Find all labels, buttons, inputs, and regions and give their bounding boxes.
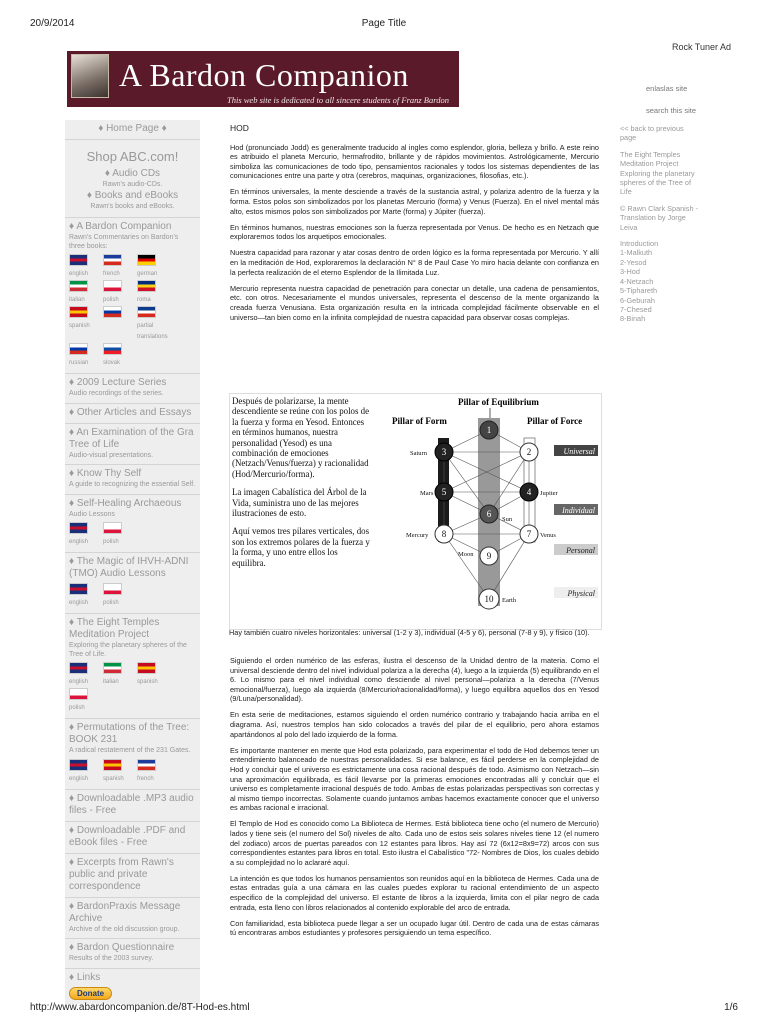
flag-icon (69, 662, 88, 674)
sidebar-item-books[interactable]: ♦ Books and eBooks (86, 189, 179, 201)
print-header (30, 18, 738, 32)
flag-label: slovak (103, 360, 121, 366)
sidebar-item-other[interactable]: ♦ Other Articles and Essays (69, 406, 192, 418)
figure-paragraph: Aquí vemos tres pilares verticales, dos son los extremos polares de la fuerza y la forma, y uno entre ellos los equilibra. (232, 526, 370, 568)
figure-text (232, 396, 372, 576)
language-flag[interactable] (103, 583, 137, 607)
tree-of-life-figure (229, 393, 602, 630)
paragraph: Hod (pronunciado Jodd) es generalmente traducido al ingles como esplendor, gloria, belleza y brillo. A este reino es atribuido el planeta Mercurio, hermafrodito, brillante y de rápidos movimientos. Astrológicamente, Mercurio simboliza las comunicaciones de todo tipo, pensamientos racionales y todos los sistemas dependientes de las comunicaciones entre una parte y otra (cerebros, maquinas, organizaciones, filosofias, etc.). (230, 142, 599, 181)
language-flag[interactable] (137, 254, 171, 278)
sephira-8-number: 8 (441, 529, 447, 539)
flag-icon (69, 522, 88, 534)
print-url: http://www.abardoncompanion.de/8T-Hod-es.html (30, 1002, 250, 1013)
flag-label: english (69, 539, 89, 545)
sidebar-temples[interactable] (65, 613, 200, 718)
flag-icon (69, 254, 88, 266)
site-title: A Bardon Companion (119, 57, 409, 93)
sidebar-item-healing-desc: Audio Lessons (69, 510, 115, 518)
language-flag[interactable] (69, 662, 103, 686)
flag-icon (103, 306, 122, 318)
sephira-10-number: 10 (484, 594, 494, 604)
language-flag[interactable] (103, 343, 137, 367)
sidebar-quest[interactable] (65, 938, 200, 968)
toc-item[interactable]: 2-Yesod (620, 257, 647, 267)
sidebar-item-mp3[interactable]: ♦ Downloadable .MP3 audio files - Free (69, 792, 194, 816)
sidebar-item-lecture-desc: Audio recordings of the series. (69, 390, 164, 397)
site-subtitle: This web site is dedicated to all sincere students of Franz Bardon (226, 95, 449, 105)
sidebar-companion[interactable] (65, 217, 200, 373)
language-flag[interactable] (103, 662, 137, 686)
paragraph: En términos universales, la mente desciende a través de la sustancia astral, y polariza adentro de la fuerza y la forma. Estos polos son simbolizados por los planetas Mercurio (forma) y Venus (Fuerza). En el nivel mental más alto, estos mismos polos son simbolizados por Marte (forma) y Júpiter (fuerza). (230, 187, 599, 216)
level-universal: Universal (563, 447, 595, 456)
print-footer (30, 1002, 738, 1016)
sidebar-item-temples-desc: Exploring the planetary spheres of the Tree of Life. (69, 642, 187, 658)
sidebar-exam[interactable] (65, 423, 200, 465)
flag-label: spanish (103, 775, 124, 782)
author-portrait (71, 54, 109, 98)
label-mars: Mars (420, 490, 434, 497)
flag-label: english (69, 775, 89, 782)
flag-icon (137, 254, 156, 266)
flag-label: italian (69, 297, 85, 303)
sidebar-links[interactable] (65, 968, 200, 1004)
sephira-2-number: 2 (526, 447, 532, 457)
sidebar-excerpts[interactable] (65, 853, 200, 897)
toc-item[interactable]: 1-Malkuth (620, 248, 653, 258)
flag-label: polish (103, 539, 119, 545)
paragraph: En esta serie de meditaciones, estamos siguiendo el orden numérico contrario y trabajando hacia arriba en el diagrama. Así, nuestros templos han sido colocados a través del pilar de el equilibrio, pero ahora estamos apartándonos al polo del lado izquierdo de la forma. (230, 710, 599, 739)
language-flag[interactable] (137, 759, 171, 783)
sidebar-item-books-desc: Rawn's books and eBooks. (90, 202, 175, 210)
paragraph: El Templo de Hod es conocido como La Biblioteca de Hermes. Está biblioteca tiene ocho (el numero de Mercurio) lados y tiene seis (el numero del Sol) niveles de alto. Cada uno de estos seis solares niveles tiene 12 (el numero del zodiaco) arcos de puertas pareados con 12 estantes para libros. Hay así 72 (6x12=8x9=72) arcos con sus correspondientes estantes para libros en total. Esto ilustra el Cabalístico "72- Nombres de Dios, los cuales debido a su complejidad no lo aclararé aquí. (230, 819, 599, 867)
toc-item[interactable]: 3-Hod (620, 267, 640, 277)
sidebar-item-companion-desc: Rawn's Commentaries on Bardon's three books: (69, 234, 179, 250)
sephira-1-number: 1 (486, 425, 492, 435)
search-link[interactable]: search this site (646, 106, 697, 115)
language-flag[interactable] (103, 522, 137, 546)
sidebar-home[interactable]: ♦ Home Page ♦ (98, 123, 167, 134)
toc-item[interactable]: 5-Tiphareth (620, 286, 658, 296)
sephira-5-number: 5 (441, 487, 447, 497)
figure-caption: Hay también cuatro niveles horizontales: universal (1-2 y 3), individual (4-5 y 6), personal (7-8 y 9), y físico (10). (229, 628, 590, 637)
sidebar-lecture[interactable] (65, 373, 200, 403)
print-page-number: 1/6 (724, 1002, 738, 1013)
flag-label: roma (137, 297, 151, 303)
flag-icon (69, 688, 88, 700)
flag-icon (137, 306, 156, 318)
sidebar-item-magic[interactable]: ♦ The Magic of IHVH-ADNI (TMO) Audio Lessons (69, 556, 189, 579)
toc-item[interactable]: Introduction (620, 239, 659, 249)
sidebar-item-audio[interactable]: ♦ Audio CDs (104, 168, 161, 179)
sidebar-item-excerpts[interactable]: ♦ Excerpts from Rawn's public and private correspondence (69, 856, 174, 892)
level-physical: Physical (567, 589, 595, 598)
language-flag[interactable] (69, 759, 103, 783)
sidebar-pdf[interactable] (65, 821, 200, 853)
label-saturn: Saturn (410, 450, 427, 457)
flag-label: polish (103, 297, 119, 303)
flag-icon (103, 662, 122, 674)
companion-flags (69, 254, 196, 369)
flag-label: french (137, 775, 154, 782)
flag-icon (69, 306, 88, 318)
label-sun: Sun (502, 516, 513, 523)
toc-list (620, 239, 700, 324)
flag-label: polish (69, 705, 85, 711)
flag-icon (69, 343, 88, 355)
language-flag[interactable] (69, 688, 103, 712)
flag-label: polish (103, 600, 119, 606)
sephira-7-number: 7 (526, 529, 532, 539)
sidebar-item-praxis-desc: Archive of the old discussion group. (69, 925, 180, 933)
main-content (230, 124, 599, 329)
language-flag[interactable] (69, 583, 103, 607)
sidebar-item-know[interactable]: ♦ Know Thy Self (69, 468, 142, 479)
magic-flags (69, 583, 196, 609)
sidebar-item-links[interactable]: ♦ Links (69, 971, 101, 983)
sidebar-item-healing[interactable]: ♦ Self-Healing Archaeous (69, 497, 182, 509)
donate-button[interactable]: Donate (69, 987, 112, 1000)
language-flag[interactable] (69, 522, 103, 546)
sidebar-item-pdf[interactable]: ♦ Downloadable .PDF and eBook files - Free (69, 824, 186, 848)
sephira-3-number: 3 (441, 447, 447, 457)
paragraph: Con familiaridad, esta biblioteca puede llegar a ser un ocupado lugar útil. Dentro de cada una de estas cámaras tú encontraras ambos estudiantes y profesores persiguiendo un tema específico. (230, 918, 599, 938)
tree-of-life-diagram (372, 394, 600, 628)
print-page-title: Page Title (361, 18, 407, 29)
flag-icon (103, 343, 122, 355)
flag-label: italian (103, 679, 119, 685)
sidebar-praxis[interactable] (65, 897, 200, 939)
site-link[interactable]: enlaslas site (646, 84, 688, 93)
level-personal: Personal (566, 546, 595, 555)
flag-icon (137, 662, 156, 674)
perm-flags (69, 759, 196, 785)
pillar-force-label: Pillar of Force (527, 416, 583, 426)
paragraph: Mercurio representa nuestra capacidad de penetración para conectar un detalle, una cadena de pensamientos, etc. con otros. Necesariamente el mundos universales, representa el descenso de la mente organizando la creada fuerza Venusiana. Esta organización resulta en la intricada complejidad fácilmente observable en el universo—tan bien como en la infinita complejidad de nuestra capacidad para observar cosas complejas. (230, 283, 599, 322)
flag-icon (137, 280, 156, 292)
credit-text: © Rawn Clark Spanish - Translation by Jorge Leiva (620, 203, 698, 232)
sidebar-item-companion[interactable]: ♦ A Bardon Companion (69, 221, 172, 232)
label-earth: Earth (502, 597, 517, 604)
language-flag[interactable] (69, 343, 103, 367)
language-flag[interactable] (103, 280, 137, 304)
language-flag[interactable] (69, 280, 103, 304)
flag-icon (103, 522, 122, 534)
sidebar-shop[interactable] (65, 139, 200, 217)
language-flag[interactable] (103, 306, 137, 341)
right-column (620, 124, 700, 324)
flag-label: spanish (69, 323, 90, 329)
sephira-9-number: 9 (486, 551, 492, 561)
page-heading: HOD (230, 123, 249, 133)
flag-icon (137, 759, 156, 771)
paragraph: Es importante mantener en mente que Hod esta polarizado, para experimentar el todo de Hod debemos tener un entendimiento balanceado de nuestras personalidades. Si ese balance, es fácil perderse en la complejidad de Hod y concluir que el universo es estrictamente una cosa racional después de todo. Asimismo con Netzach—sin una aproximación equilibrada, es fácil llevarse por la primeras emociones encontradas allí y concluir que el universo es completamente irracional después de todo. Ambas de estas polarizadas perspectivas son correctas y al mismo tiempo incorrectas. Solamente cuando juntamos ambas hacemos exactamente conocer que el universo es ambas racional e irracional. (230, 745, 599, 813)
temples-flags (69, 662, 196, 714)
print-date: 20/9/2014 (30, 18, 75, 29)
label-jupiter: Jupiter (540, 490, 558, 497)
toc-item[interactable]: 6-Geburah (620, 295, 655, 305)
flag-label: english (69, 679, 89, 685)
sidebar (65, 120, 200, 1004)
sidebar-other[interactable] (65, 403, 200, 423)
flag-icon (103, 254, 122, 266)
flag-label: french (103, 271, 120, 277)
language-flag[interactable] (69, 306, 103, 341)
flag-icon (103, 759, 122, 771)
healing-flags (69, 522, 196, 548)
level-individual: Individual (562, 506, 595, 515)
flag-label: english (69, 600, 89, 606)
language-flag[interactable] (103, 254, 137, 278)
sidebar-item-perm[interactable]: ♦ Permutations of the Tree: BOOK 231 (69, 722, 190, 745)
shop-link[interactable]: Shop ABC.com! (86, 149, 179, 164)
language-flag[interactable] (137, 306, 171, 341)
sidebar-item-audio-desc: Rawn's audio-CDs. (102, 181, 163, 188)
flag-label: german (137, 271, 158, 277)
temples-project-link[interactable]: The Eight Temples Meditation Project Exploring the planetary spheres of the Tree of Life (620, 149, 695, 197)
paragraph: Siguiendo el orden numérico de las esferas, ilustra el descenso de la Unidad dentro de la materia. Como el universal desciende dentro del nivel individual polariza a la derecha (4), luego a la izquierda (5) equilibrando en el 6. Lo mismo para el nivel individual como desciende al nivel personal—polariza a la derecha (7/Venus emocional/fuerza), luego ala izquierda (8/Mercurio/racionalidad/forma), y luego equilibra aquellos dos en Yesod (9/Luna/personalidad). (230, 656, 599, 704)
flag-icon (103, 280, 122, 292)
figure-paragraph: La imagen Cabalística del Árbol de la Vida, suministra uno de las mejores ilustraciones de esto. (232, 487, 367, 519)
right-top-links (646, 78, 696, 122)
flag-label: english (69, 271, 89, 277)
sidebar-item-exam-desc: Audio-visual presentations. (69, 451, 154, 459)
flag-icon (103, 583, 122, 595)
toc-item[interactable]: 7-Chesed (620, 304, 652, 314)
sidebar-healing[interactable] (65, 494, 200, 553)
flag-icon (69, 759, 88, 771)
language-flag[interactable] (69, 254, 103, 278)
figure-paragraph: Después de polarizarse, la mente descendiente se reúne con los polos de la fuerza y forma en Yesod. Entonces en términos humanos, nuestra personalidad (Yesod) es una combinación de emociones (Netzach/Venus/fuerza) y racionalidad (Hod/Mercurio/forma). (232, 396, 370, 479)
ad-label[interactable]: Rock Tuner Ad (671, 42, 731, 52)
language-flag[interactable] (137, 280, 171, 304)
label-venus: Venus (540, 532, 556, 539)
toc-item[interactable]: 4-Netzach (620, 276, 654, 286)
pillar-equilibrium-label: Pillar of Equilibrium (458, 397, 539, 407)
language-flag[interactable] (103, 759, 137, 783)
sephira-6-number: 6 (486, 509, 492, 519)
paragraph: La intención es que todos los humanos pensamientos son reunidos aquí en la biblioteca de Hermes. Cada una de estas entradas guía a una cámara en las cuales puedes explorar tu racional entendimiento de un aspecto especifico de la complejidad del universo. El estante de libros a la izquierda, limita con el pilar negro de cada entrada, esta lleno con libros relacionados al contenido explorable del arco de entrada. (230, 873, 599, 912)
sidebar-item-perm-desc: A radical restatement of the 231 Gates. (69, 747, 191, 754)
sidebar-know[interactable] (65, 464, 200, 494)
flag-icon (69, 583, 88, 595)
sidebar-magic[interactable] (65, 552, 200, 613)
sidebar-mp3[interactable] (65, 789, 200, 821)
label-moon: Moon (458, 551, 474, 558)
sidebar-item-praxis[interactable]: ♦ BardonPraxis Message Archive (69, 900, 181, 924)
sephira-4-number: 4 (526, 487, 532, 497)
flag-label: partial translations (137, 323, 168, 340)
paragraph: En términos humanos, nuestras emociones son la fuerza representada por Venus. De hecho es en Netzach que exploraremos todos los arquetipos emocionales. (230, 222, 599, 242)
pillar-form-label: Pillar of Form (392, 416, 447, 426)
sidebar-item-temples[interactable]: ♦ The Eight Temples Meditation Project (69, 617, 160, 640)
language-flag[interactable] (137, 662, 171, 686)
main-content-continued (230, 656, 599, 944)
sidebar-item-know-desc: A guide to recognizing the essential Self. (69, 481, 196, 488)
flag-icon (69, 280, 88, 292)
site-banner[interactable] (67, 51, 459, 107)
sidebar-item-quest-desc: Results of the 2003 survey. (69, 955, 154, 962)
sidebar-item-quest[interactable]: ♦ Bardon Questionnaire (69, 942, 175, 953)
flag-label: russian (69, 360, 89, 366)
toc-item[interactable]: 8-Binah (620, 314, 646, 324)
paragraph: Nuestra capacidad para razonar y atar cosas dentro de orden lógico es la forma representada por Mercurio. Y allí en la meditación de Hod, exploraremos la declaración N° 8 de Paul Case Yo miro hacia delante con confianza en la perfecta realización de el eterno Esplendor de la Ilimitada Luz. (230, 248, 599, 277)
sidebar-item-exam[interactable]: ♦ An Examination of the Gra Tree of Life (69, 426, 194, 450)
flag-label: spanish (137, 679, 158, 685)
sidebar-item-lecture[interactable]: ♦ 2009 Lecture Series (69, 377, 167, 388)
back-link[interactable]: << back to previous page (620, 124, 684, 143)
label-mercury: Mercury (406, 532, 429, 539)
sidebar-perm[interactable] (65, 718, 200, 789)
